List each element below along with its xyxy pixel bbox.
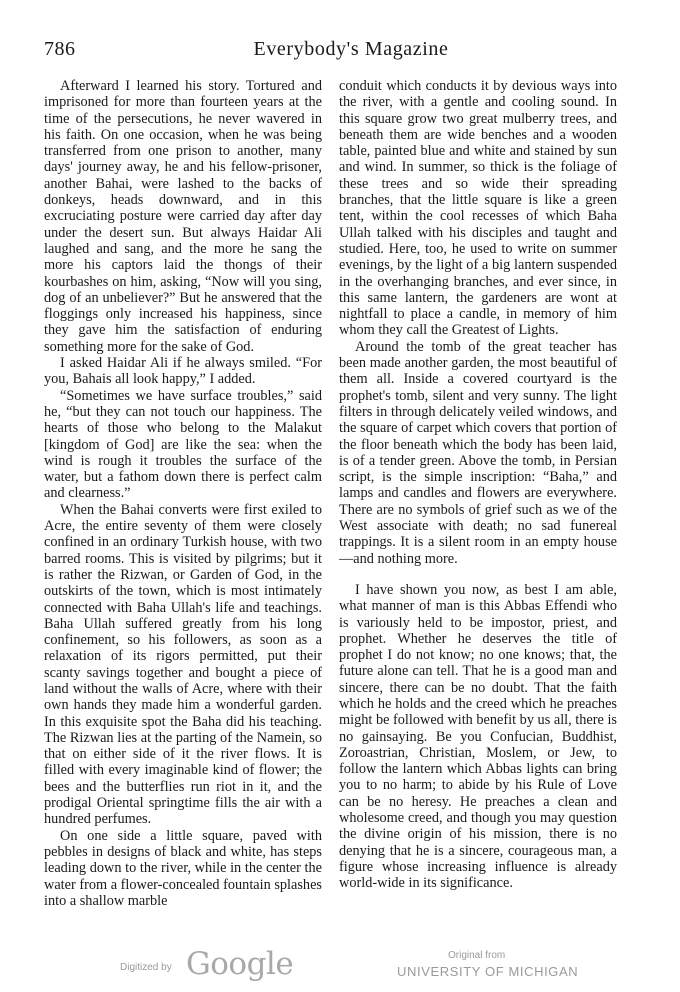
paragraph: When the Bahai converts were first exiled to Acre, the entire seventy of them were closely confined in an ordinary Turkish house, with two barred rooms. This is visited by pilgrims; but it is rather the Rizwan, or Garden of God, in the outskirts of the town, which is most intimately connected with Baha Ullah's life and teachings. Baha Ullah suffered greatly from his long confinement, so his followers, as soon as a relaxation of its rigors permitted, put their scanty savings together and bought a piece of land without the walls of Acre, where with their own hands they made him a wonderful garden. In this exquisite spot the Baha did his teaching. The Rizwan lies at the parting of the Namein, so that on either side of it the river flows. It is filled with every imaginable kind of flower; the bees and the butterflies run riot in it, and the prodigal Oriental springtime fills the air with a hundred perfumes. (44, 501, 322, 828)
digitized-by-label: Digitized by (120, 962, 172, 973)
left-column (44, 78, 322, 909)
original-from-label: Original from (448, 950, 506, 961)
paragraph: Afterward I learned his story. Tortured and imprisoned for more than fourteen years at the time of the persecutions, he never wavered in his faith. On one occasion, when he was being transferred from one prison to another, many days' journey away, he and his fellow-prisoner, another Bahai, were lashed to the backs of donkeys, heads downward, and in this excruciating posture were carried day after day under the desert sun. But always Haidar Ali laughed and sang, and the more he sang the more his captors laid the thongs of their kourbashes on him, asking, “Now will you sing, dog of an unbeliever?” But he answered that the floggings only increased his happiness, since they gave him the satisfaction of enduring something more for the sake of God. (44, 78, 322, 355)
paragraph: I asked Haidar Ali if he always smiled. “For you, Bahais all look happy,” I added. (44, 355, 322, 388)
page-footer (0, 946, 680, 990)
institution-label: UNIVERSITY OF MICHIGAN (397, 964, 579, 979)
running-head: Everybody's Magazine (253, 38, 449, 60)
paragraph: conduit which conducts it by devious ways into the river, with a gentle and cooling sound. In this square grow two great mulberry trees, and beneath them are wide benches and a wooden table, painted blue and white and stained by sun and wind. In summer, so thick is the foliage of these trees and so wide their spreading branches, that the little square is like a green tent, within the cool recesses of which Baha Ullah talked with his disciples and taught and studied. Here, too, he used to write on summer evenings, by the light of a big lantern suspended in the overhanging branches, and ever since, in this same lantern, the gardeners are wont at nightfall to place a candle, in memory of him whom they call the Greatest of Lights. (339, 78, 617, 339)
paragraph: On one side a little square, paved with pebbles in designs of black and white, has steps leading down to the river, while in the center the water from a flower-concealed fountain splashes into a shallow marble (44, 827, 322, 909)
google-logo: Google (186, 946, 294, 982)
page-header (44, 38, 618, 68)
paragraph: I have shown you now, as best I am able, what manner of man is this Abbas Effendi who is variously held to be impostor, priest, and prophet. Whether he deserves the title of prophet I do not know; no one knows; that, the future alone can tell. That he is a good man and sincere, there can be no doubt. That the faith which he holds and the creed which he preaches might be followed with benefit by us all, there is no gainsaying. Be you Confucian, Buddhist, Zoroastrian, Christian, Moslem, or Jew, to follow the lantern which Abbas lights can bring you to no harm; to abide by his Rule of Love can be no heresy. He preaches a clean and wholesome creed, and though you may question the divine origin of his mission, there is no denying that he is a sincere, courageous man, a figure whose increasing influence is already world-wide in its significance. (339, 581, 617, 892)
right-column (339, 78, 617, 892)
paragraph: Around the tomb of the great teacher has been made another garden, the most beautiful of them all. Inside a covered courtyard is the prophet's tomb, silent and very sunny. The light filters in through delicately veiled windows, and the square of carpet which covers that portion of the floor beneath which the body has been laid, is of a tender green. Above the tomb, in Persian script, is the simple inscription: “Baha,” and lamps and candles and flowers are everywhere. There are no symbols of grief such as we of the West associate with death; no sad funereal trappings. It is a silent room in an empty house—and nothing more. (339, 338, 617, 567)
page-number: 786 (44, 38, 76, 60)
paragraph: “Sometimes we have surface troubles,” said he, “but they can not touch our happiness. The hearts of those who belong to the Malakut [kingdom of God] are like the sea: when the wind is rough it troubles the surface of the water, but a fathom down there is perfect calm and clearness.” (44, 387, 322, 502)
